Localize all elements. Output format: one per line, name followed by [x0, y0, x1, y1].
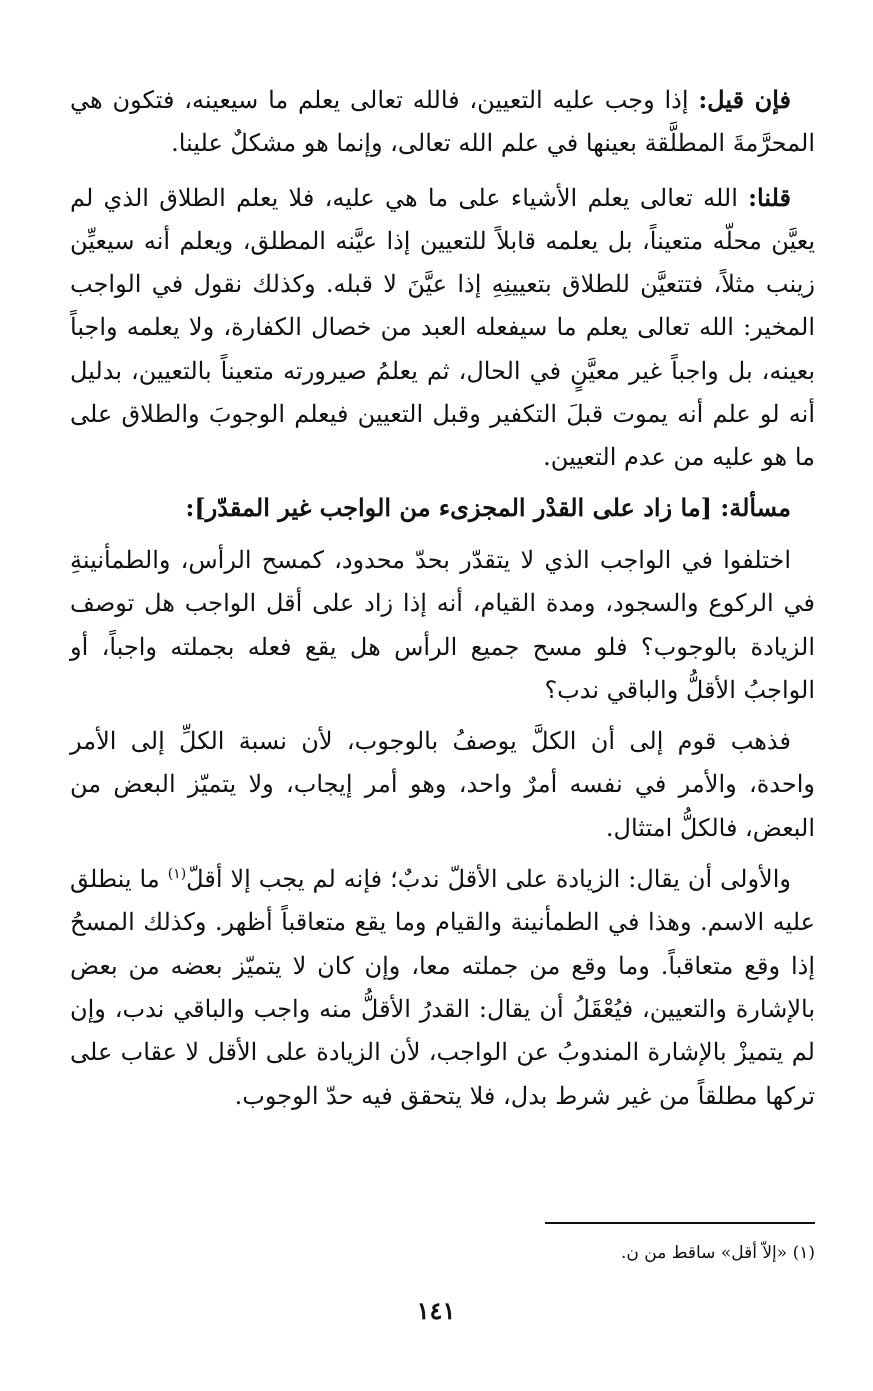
- paragraph-disagreement: اختلفوا في الواجب الذي لا يتقدّر بحدّ محدود، كمسح الرأس، والطمأنينةِ في الركوع والسجود، ومدة القيام، أنه إذا زاد على أقل الواجب هل توصف الزيادة بالوجوب؟ فلو مسح جميع الرأس هل يقع فعله بجملته واجباً، أو الواجبُ الأقلُّ والباقي ندب؟: [70, 545, 815, 704]
- footnote: (١) «إلاّ أقل» ساقط من ن.: [621, 1243, 815, 1263]
- section-heading: مسألة: [ما زاد على القدْر المجزىء من الواجب غير المقدّر]:: [185, 492, 791, 522]
- paragraph-preferred-view: [70, 858, 815, 1118]
- paragraph-lead: قلنا:: [748, 182, 791, 212]
- paragraph-text: إذا وجب عليه التعيين، فالله تعالى يعلم ما سيعينه، فتكون هي المحرَّمةَ المطلَّقة بعينها في علم الله تعالى، وإنما هو مشكلٌ علينا.: [70, 86, 815, 158]
- footnote-reference[interactable]: (١): [167, 866, 187, 883]
- paragraph-text: الله تعالى يعلم الأشياء على ما هي عليه، فلا يعلم الطلاق الذي لم يعيَّن محلّه متعيناً، بل يعلمه قابلاً للتعيين إذا عيَّنه المطلق، ويعلم أنه سيعيِّن زينب مثلاً، فتتعيَّن للطلاق بتعيينِهِ إذا عيَّنَ لا قبله. وكذلك نقول في الواجب المخير: الله تعالى يعلم ما سيفعله العبد من خصال الكفارة، ولا يعلمه واجباً بعينه، بل واجباً غير معيَّنٍ في الحال، ثم يعلمُ صيرورته متعيناً بالتعيين، بدليل أنه لو علم أنه يموت قبلَ التكفير وقبل التعيين فيعلم الوجوبَ والطلاق على ما هو عليه من عدم التعيين.: [70, 183, 815, 472]
- paragraph-text-before: والأولى أن يقال: الزيادة على الأقلّ ندبٌ؛ فإنه لم يجب إلا أقلّ: [186, 865, 792, 894]
- page-body: [70, 78, 815, 1126]
- paragraph-objection: [70, 78, 815, 166]
- paragraph-text-after: ما ينطلق عليه الاسم. وهذا في الطمأنينة والقيام وما يقع متعاقباً أظهر. وكذلك المسحُ إذا وقع متعاقباً. وما وقع من جملته معا، وإن كان لا يتميّز بعضه من بعض بالإشارة والتعيين، فيُعْقَلُ أن يقال: القدرُ الأقلُّ منه واجب والباقي ندب، وإن لم يتميزْ بالإشارة المندوبُ عن الواجب، لأن الزيادة على الأقل لا عقاب على تركها مطلقاً من غير شرط بدل، فلا يتحقق فيه حدّ الوجوب.: [70, 865, 816, 1110]
- footnote-divider: [545, 1222, 815, 1224]
- paragraph-first-view: فذهب قوم إلى أن الكلَّ يوصفُ بالوجوب، لأن نسبة الكلِّ إلى الأمر واحدة، والأمر في نفسه أمرٌ واحد، وهو أمر إيجاب، ولا يتميّز البعض من البعض، فالكلُّ امتثال.: [70, 727, 815, 842]
- page-number: ١٤١: [416, 1296, 456, 1325]
- paragraph-lead: فإن قيل:: [698, 85, 791, 114]
- paragraph-reply: [70, 176, 815, 480]
